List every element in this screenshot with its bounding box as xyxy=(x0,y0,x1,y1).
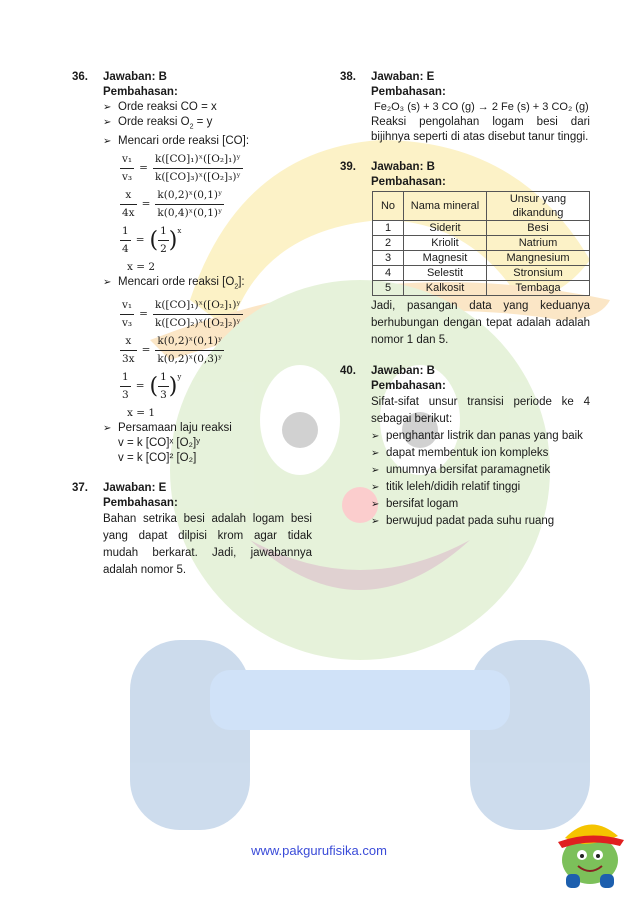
bullet-item: ➢ Mencari orde reaksi $[O_2]$: xyxy=(103,275,312,294)
mineral-table xyxy=(372,191,590,296)
equation: $\frac{\text{v₁}}{\text{v₃}}$ = $\frac{\text{k([CO]₁)ˣ([O₂]₁)ʸ}}{\text{k([CO]₂)ˣ([O₂]₂)ʸ}}$ xyxy=(122,298,241,329)
explanation-text: Sifat-sifat unsur transisi periode ke 4 sebagai berikut: xyxy=(371,396,590,425)
question-39 xyxy=(340,160,590,349)
bullet-item: ➢ penghantar listrik dan panas yang baik xyxy=(371,428,590,445)
header-cell: Unsur yang dikandung xyxy=(487,192,590,221)
bullet-item: ➢ berwujud padat pada suhu ruang xyxy=(371,513,590,530)
question-36 xyxy=(72,70,312,466)
explanation-label: Pembahasan: xyxy=(103,86,178,98)
answer-label: Jawaban: E xyxy=(371,71,435,83)
bullet-item: ➢ Persamaan laju reaksi xyxy=(103,421,312,436)
question-number: 39. xyxy=(340,161,356,173)
equation: $\frac{x}{4x}$ = $\frac{\text{k(0,2)ˣ(0,1)ʸ}}{\text{k(0,4)ˣ(0,1)ʸ}}$ xyxy=(122,189,223,220)
result: x = 1 xyxy=(127,406,156,419)
question-38 xyxy=(340,70,590,145)
explanation-label: Pembahasan: xyxy=(371,176,446,188)
table-row: 5 Kalkosit Tembaga xyxy=(373,281,590,296)
question-number: 37. xyxy=(72,481,88,494)
answer-label: Jawaban: B xyxy=(371,365,435,377)
bullet-item: ➢ bersifat logam xyxy=(371,496,590,513)
equation: $\frac{x}{3x}$ = $\frac{\text{k(0,2)ˣ(0,1)ʸ}}{\text{k(0,2)ˣ(0,3)ʸ}}$ xyxy=(122,334,223,365)
bullet-item: ➢ Mencari orde reaksi [CO]: xyxy=(103,134,312,149)
question-37 xyxy=(72,481,312,579)
explanation-label: Pembahasan: xyxy=(371,380,446,392)
equation: $\frac{1}{4}$ = ( $\frac{1}{2}$ ) $^x$ xyxy=(122,225,182,256)
table-header-row xyxy=(373,192,590,221)
answer-label: Jawaban: B xyxy=(103,71,167,83)
question-number: 38. xyxy=(340,71,356,83)
table-row: 4 Selestit Stronsium xyxy=(373,266,590,281)
right-column xyxy=(340,70,590,530)
rate-equation: v = k [CO]ˣ [O₂]ʸ xyxy=(118,436,200,449)
table-row: 1 Siderit Besi xyxy=(373,221,590,236)
bullet-item: ➢ dapat membentuk ion kompleks xyxy=(371,445,590,462)
question-number: 40. xyxy=(340,365,356,377)
reaction-equation: Fe₂O₃ (s) + 3 CO (g) → 2 Fe (s) + 3 CO₂ (g) xyxy=(374,101,589,113)
question-number: 36. xyxy=(72,71,88,83)
result: x = 2 xyxy=(127,261,156,274)
explanation-label: Pembahasan: xyxy=(103,496,178,509)
table-row: 2 Kriolit Natrium xyxy=(373,236,590,251)
table-row: 3 Magnesit Mangnesium xyxy=(373,251,590,266)
explanation-label: Pembahasan: xyxy=(371,86,446,98)
explanation-text: Jadi, pasangan data yang keduanya berhubungan dengan tepat adalah adalah nomor 1 dan 5. xyxy=(371,300,590,346)
header-cell: Nama mineral xyxy=(404,192,487,221)
explanation-text: Bahan setrika besi adalah logam besi yang dapat dilpisi krom agar tidak mudah berkarat. Jadi, jawabannya adalah nomor 5. xyxy=(103,512,312,576)
answer-label: Jawaban: E xyxy=(103,481,167,494)
rate-equation: v = k [CO]² [O₂] xyxy=(118,451,197,464)
equation: $\frac{1}{3}$ = ( $\frac{1}{3}$ ) $^y$ xyxy=(122,370,182,401)
header-cell: No xyxy=(373,192,404,221)
bullet-item: ➢ umumnya bersifat paramagnetik xyxy=(371,462,590,479)
question-40 xyxy=(340,364,590,530)
equation: $\frac{\text{v₁}}{\text{v₃}}$ = $\frac{\text{k([CO]₁)ˣ([O₂]₁)ʸ}}{\text{k([CO]₃)ˣ([O₂]₃)ʸ}}$ xyxy=(122,153,241,184)
bullet-item: ➢ Orde reaksi $O_2 = y$ xyxy=(103,115,312,134)
bullet-item: ➢ titik leleh/didih relatif tinggi xyxy=(371,479,590,496)
explanation-text: Reaksi pengolahan logam besi dari bijihnya seperti di atas disebut tanur tinggi. xyxy=(371,116,590,143)
footer-link[interactable]: www.pakgurufisika.com xyxy=(251,843,387,858)
left-column xyxy=(72,70,312,579)
bullet-item: ➢ Orde reaksi CO = x xyxy=(103,100,312,115)
answer-label: Jawaban: B xyxy=(371,161,435,173)
